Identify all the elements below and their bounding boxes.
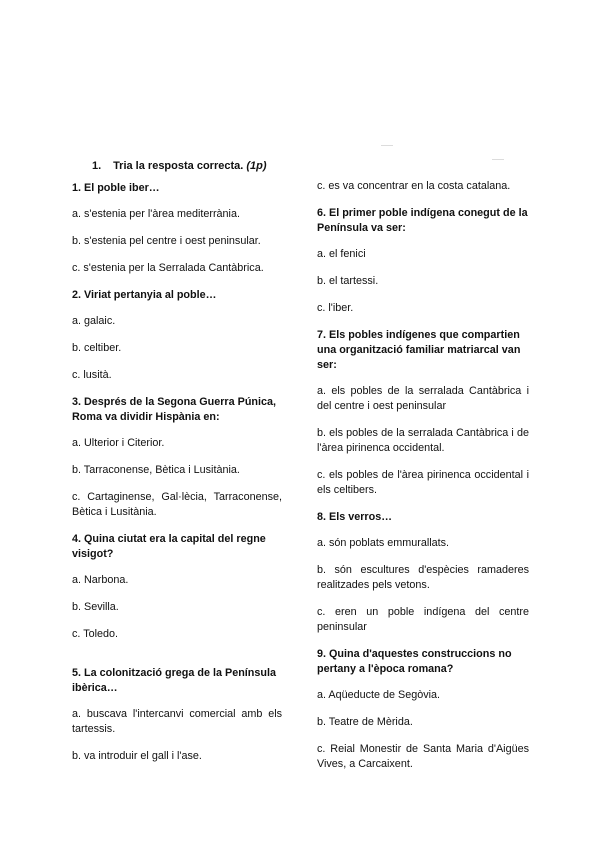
- answer-option: a. buscava l'intercanvi comercial amb els tartessis.: [72, 708, 282, 735]
- answer-option: b. Tarraconense, Bètica i Lusitània.: [72, 464, 240, 476]
- answer-option: c. l'iber.: [317, 302, 354, 314]
- section-title-text: Tria la resposta correcta.: [113, 160, 244, 172]
- question-2: 2. Viriat pertanyia al poble…: [72, 289, 217, 301]
- answer-option-continued: c. es va concentrar en la costa catalana.: [317, 180, 511, 192]
- section-points: (1p): [246, 160, 267, 172]
- question-4: 4. Quina ciutat era la capital del regne visigot?: [72, 533, 266, 560]
- answer-option: c. Toledo.: [72, 628, 119, 640]
- answer-option: b. va introduir el gall i l'ase.: [72, 750, 202, 762]
- answer-option: b. Teatre de Mèrida.: [317, 716, 413, 728]
- answer-option: a. s'estenia per l'àrea mediterrània.: [72, 208, 240, 220]
- answer-option: b. s'estenia pel centre i oest peninsular.: [72, 235, 261, 247]
- answer-option: b. els pobles de la serralada Cantàbrica i de l'àrea pirinenca occidental.: [317, 427, 529, 454]
- answer-option: a. Ulterior i Citerior.: [72, 437, 165, 449]
- scan-mark: [492, 159, 504, 160]
- answer-option: c. s'estenia per la Serralada Cantàbrica.: [72, 262, 264, 274]
- answer-option: c. Cartaginense, Gal·lècia, Tarraconense, Bètica i Lusitània.: [72, 491, 282, 518]
- answer-option: a. els pobles de la serralada Cantàbrica i del centre i oest peninsular: [317, 385, 529, 412]
- answer-option: a. galaic.: [72, 315, 116, 327]
- left-column: [72, 181, 282, 764]
- answer-option: a. són poblats emmurallats.: [317, 537, 450, 549]
- scan-mark: [381, 145, 393, 146]
- answer-option: b. el tartessi.: [317, 275, 379, 287]
- answer-option: a. Aqüeducte de Segòvia.: [317, 689, 441, 701]
- question-7: 7. Els pobles indígenes que compartien una organització familiar matriarcal van ser:: [317, 329, 521, 371]
- question-8: 8. Els verros…: [317, 511, 393, 523]
- answer-option: a. el fenici: [317, 248, 366, 260]
- answer-option: b. són escultures d'espècies ramaderes realitzades pels vetons.: [317, 564, 529, 591]
- question-5: 5. La colonització grega de la Península ibèrica…: [72, 667, 276, 694]
- section-number: 1.: [92, 160, 102, 172]
- answer-option: b. celtiber.: [72, 342, 122, 354]
- answer-option: c. lusità.: [72, 369, 112, 381]
- right-column: [317, 179, 529, 772]
- question-9: 9. Quina d'aquestes construccions no pertany a l'època romana?: [317, 648, 512, 675]
- answer-option: a. Narbona.: [72, 574, 129, 586]
- question-1: 1. El poble iber…: [72, 182, 160, 194]
- answer-option: c. Reial Monestir de Santa Maria d'Aigües Vives, a Carcaixent.: [317, 743, 529, 770]
- question-3: 3. Després de la Segona Guerra Púnica, Roma va dividir Hispània en:: [72, 396, 277, 423]
- answer-option: c. els pobles de l'àrea pirinenca occidental i els celtibers.: [317, 469, 529, 496]
- section-title: [92, 159, 322, 173]
- answer-option: c. eren un poble indígena del centre peninsular: [317, 606, 529, 633]
- answer-option: b. Sevilla.: [72, 601, 119, 613]
- question-6: 6. El primer poble indígena conegut de la Península va ser:: [317, 207, 528, 234]
